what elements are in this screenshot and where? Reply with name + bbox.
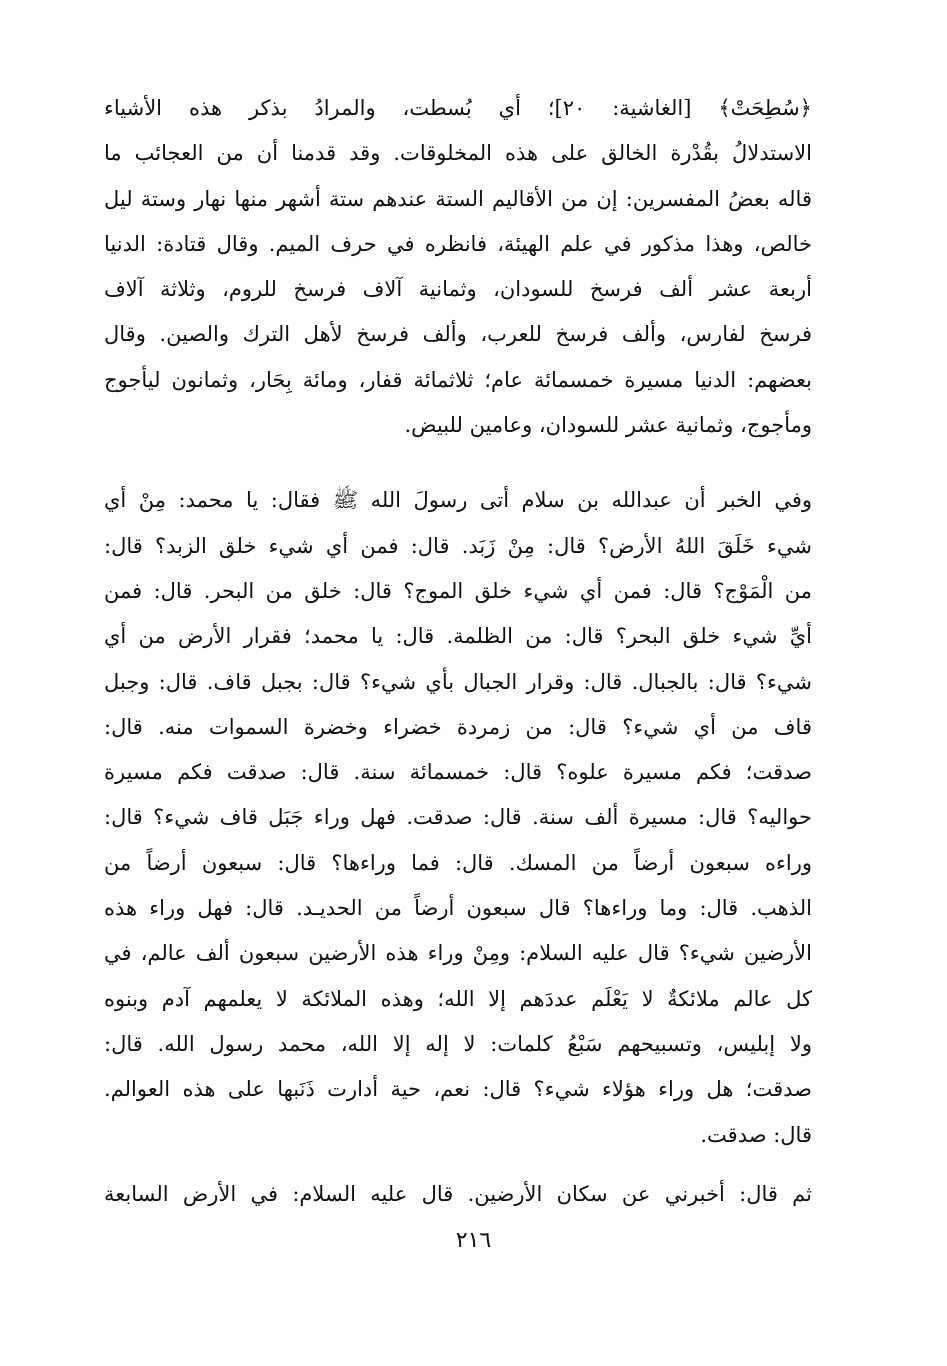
paragraph-2 — [104, 478, 812, 1157]
text-line: شيء خَلَقَ اللهُ الأرض؟ قال: مِنْ زَبَد. قال: فمن أي شيء خلق الزبد؟ قال: — [104, 533, 812, 558]
text-line: شيء؟ قال: بالجبال. قال: وقرار الجبال بأي شيء؟ قال: بجبل قاف. قال: وجبل — [104, 669, 812, 694]
text-line: الأرضين شيء؟ قال عليه السلام: ومِنْ وراء هذه الأرضين سبعون ألف عالم، في — [104, 941, 812, 966]
paragraph-3 — [104, 1172, 812, 1217]
paragraph-spacer — [104, 1158, 812, 1172]
text-line: وفي الخبر أن عبدالله بن سلام أتى رسولَ الله ﷺ فقال: يا محمد: مِنْ أي — [104, 488, 812, 513]
text-line: قاله بعضُ المفسرين: إن من الأقاليم الستة عندهم ستة أشهر منها نهار وستة ليل — [104, 186, 812, 211]
paragraph-1 — [104, 86, 812, 448]
text-line: قال: صدقت. — [700, 1122, 812, 1147]
text-line: من الْمَوْج؟ قال: فمن أي شيء خلق الموج؟ قال: خلق من البحر. قال: فمن — [104, 578, 812, 603]
text-line: صدقت؛ هل وراء هؤلاء شيء؟ قال: نعم، حية أدارت ذَنَبها على هذه العوالم. — [104, 1077, 812, 1102]
text-line: ولا إبليس، وتسبيحهم سَبْعُ كلمات: لا إله إلا الله، محمد رسول الله. قال: — [104, 1031, 812, 1056]
page-number: ٢١٦ — [455, 1228, 492, 1253]
text-line: أيِّ شيء خلق البحر؟ قال: من الظلمة. قال: يا محمد؛ فقرار الأرض من أي — [104, 624, 812, 649]
text-line: ﴿سُطِحَتْ﴾ [الغاشية: ٢٠]؛ أي بُسطت، والمرادُ بذكر هذه الأشياء — [104, 96, 812, 120]
text-line: بعضهم: الدنيا مسيرة خمسمائة عام؛ ثلاثمائة قفار، ومائة بِحَار، وثمانون ليأجوج — [104, 367, 812, 392]
text-line: ثم قال: أخبرني عن سكان الأرضين. قال عليه السلام: في الأرض السابعة — [104, 1181, 812, 1206]
text-line: فرسخ لفارس، وألف فرسخ للعرب، وألف فرسخ لأهل الترك والصين. وقال — [104, 322, 812, 347]
text-line: أربعة عشر ألف فرسخ للسودان، وثمانية آلاف فرسخ للروم، وثلاثة آلاف — [104, 277, 812, 302]
page-text — [104, 86, 812, 1217]
text-line: كل عالم ملائكةٌ لا يَعْلَم عددَهم إلا الله؛ وهذه الملائكة لا يعلمهم آدم وبنوه — [104, 986, 812, 1011]
text-line: ومأجوج، وثمانية عشر للسودان، وعامين للبيض. — [404, 413, 812, 438]
text-line: الاستدلالُ بقُدْرة الخالق على هذه المخلوقات. وقد قدمنا أن من العجائب ما — [104, 141, 812, 166]
text-line: وراءه سبعون أرضاً من المسك. قال: فما وراءها؟ قال: سبعون أرضاً من — [104, 850, 812, 875]
text-line: صدقت؛ فكم مسيرة علوه؟ قال: خمسمائة سنة. قال: صدقت فكم مسيرة — [104, 760, 812, 785]
text-line: خالص، وهذا مذكور في علم الهيئة، فانظره في حرف الميم. وقال قتادة: الدنيا — [104, 231, 812, 256]
text-line: الذهب. قال: وما وراءها؟ قال سبعون أرضاً من الحديـد. قال: فهل وراء هذه — [104, 896, 812, 921]
paragraph-spacer — [104, 448, 812, 478]
text-line: حواليه؟ قال: مسيرة ألف سنة. قال: صدقت. فهل وراء جَبَل قاف شيء؟ قال: — [104, 805, 812, 830]
text-line: قاف من أي شيء؟ قال: من زمردة خضراء وخضرة السموات منه. قال: — [104, 714, 812, 739]
